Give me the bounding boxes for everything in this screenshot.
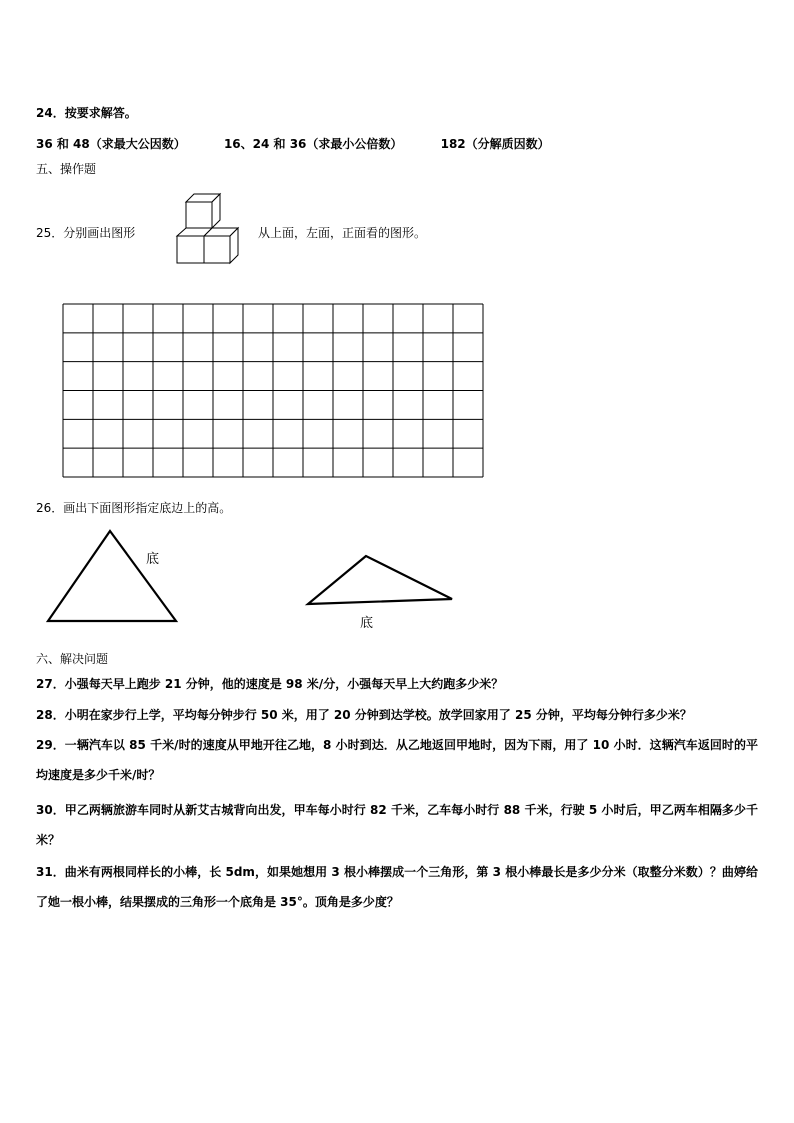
q28-text: 28．小明在家步行上学，平均每分钟步行 50 米，用了 20 分钟到达学校。放学回家用了 25 分钟，平均每分钟行多少米？ bbox=[36, 708, 692, 722]
section-5-heading: 五、操作题 bbox=[36, 162, 97, 176]
triangle-1-base-label: 底 bbox=[146, 552, 160, 567]
q31-text: 31．曲米有两根同样长的小棒，长 5dm，如果她想用 3 根小棒摆成一个三角形，第 3 根小棒最长是多少分米（取整分米数）？曲婷给了她一根小棒，结果摆成的三角形一个底角是 35°。顶角是多少度？ bbox=[36, 865, 758, 909]
triangle-2-base-label: 底 bbox=[360, 616, 374, 631]
q25-prefix: 25．分别画出图形 bbox=[36, 226, 136, 240]
drawing-grid[interactable] bbox=[62, 303, 484, 478]
q29-text: 29．一辆汽车以 85 千米/时的速度从甲地开往乙地，8 小时到达．从乙地返回甲地时，因为下雨，用了 10 小时．这辆汽车返回时的平均速度是多少千米/时？ bbox=[36, 738, 758, 782]
q24-item-1: 36 和 48（求最大公因数） bbox=[36, 137, 186, 151]
q25-suffix: 从上面，左面，正面看的图形。 bbox=[258, 226, 427, 240]
q27-text: 27．小强每天早上跑步 21 分钟，他的速度是 98 米/分，小强每天早上大约跑多少米？ bbox=[36, 677, 504, 691]
q26-title: 26．画出下面图形指定底边上的高。 bbox=[36, 501, 232, 515]
section-6-heading: 六、解决问题 bbox=[36, 652, 109, 666]
q24-item-3: 182（分解质因数） bbox=[440, 137, 550, 151]
q30-text: 30．甲乙两辆旅游车同时从新艾古城背向出发，甲车每小时行 82 千米，乙车每小时行 88 千米，行驶 5 小时后，甲乙两车相隔多少千米？ bbox=[36, 803, 758, 847]
q24-items bbox=[36, 136, 584, 152]
q24-item-2: 16、24 和 36（求最小公倍数） bbox=[223, 137, 403, 151]
cube-figure bbox=[172, 192, 244, 268]
triangle-2 bbox=[302, 552, 458, 608]
triangle-1 bbox=[44, 528, 180, 624]
q24-title: 24．按要求解答。 bbox=[36, 106, 137, 120]
